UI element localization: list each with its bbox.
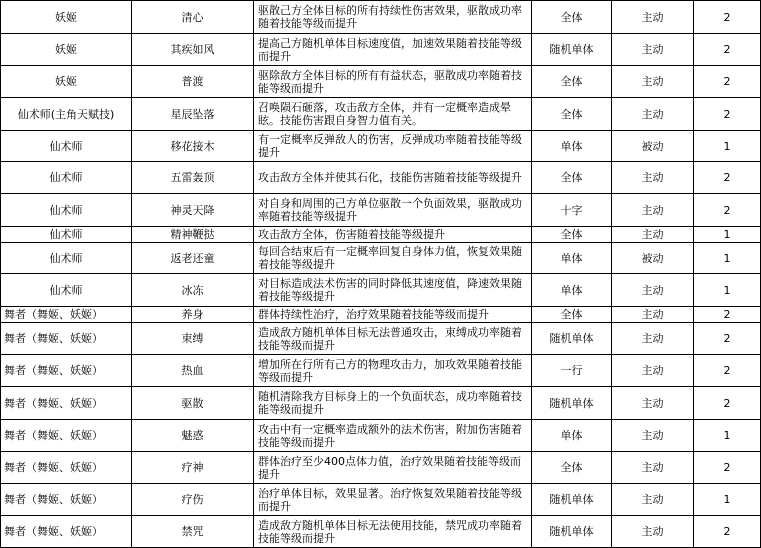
role-cell: 舞者（舞姬、妖姬） bbox=[1, 387, 132, 420]
level-cell: 1 bbox=[694, 420, 761, 452]
role-cell: 仙术师 bbox=[1, 274, 132, 307]
table-row bbox=[1, 1, 761, 34]
type-cell: 主动 bbox=[612, 194, 694, 227]
description-cell: 对自身和周围的己方单位驱散一个负面效果，驱散成功率随着技能等级提升 bbox=[254, 194, 532, 227]
target-cell: 随机单体 bbox=[532, 323, 612, 355]
role-cell: 妖姬 bbox=[1, 34, 132, 66]
target-cell: 全体 bbox=[532, 227, 612, 243]
table-row bbox=[1, 355, 761, 387]
skill-name-cell: 普渡 bbox=[132, 66, 254, 98]
skill-name-cell: 禁咒 bbox=[132, 516, 254, 548]
type-cell: 主动 bbox=[612, 162, 694, 194]
description-cell: 攻击中有一定概率造成额外的法术伤害，附加伤害随着技能等级而提升 bbox=[254, 420, 532, 452]
table-row bbox=[1, 420, 761, 452]
skill-name-cell: 驱散 bbox=[132, 387, 254, 420]
level-cell: 2 bbox=[694, 452, 761, 484]
target-cell: 全体 bbox=[532, 66, 612, 98]
description-cell: 对目标造成法术伤害的同时降低其速度值，降速效果随着技能等级提升 bbox=[254, 274, 532, 307]
level-cell: 1 bbox=[694, 227, 761, 243]
role-cell: 舞者（舞姬、妖姬） bbox=[1, 484, 132, 516]
table-row bbox=[1, 227, 761, 243]
table-row bbox=[1, 516, 761, 548]
table-row bbox=[1, 194, 761, 227]
type-cell: 主动 bbox=[612, 227, 694, 243]
type-cell: 主动 bbox=[612, 387, 694, 420]
level-cell: 2 bbox=[694, 162, 761, 194]
table-row bbox=[1, 274, 761, 307]
table-row bbox=[1, 484, 761, 516]
target-cell: 一行 bbox=[532, 355, 612, 387]
description-cell: 提高己方随机单体目标速度值，加速效果随着技能等级而提升 bbox=[254, 34, 532, 66]
type-cell: 主动 bbox=[612, 516, 694, 548]
description-cell: 造成敌方随机单体目标无法使用技能，禁咒成功率随着技能等级而提升 bbox=[254, 516, 532, 548]
target-cell: 单体 bbox=[532, 420, 612, 452]
skill-name-cell: 清心 bbox=[132, 1, 254, 34]
skill-name-cell: 养身 bbox=[132, 307, 254, 323]
role-cell: 舞者（舞姬、妖姬） bbox=[1, 452, 132, 484]
target-cell: 全体 bbox=[532, 452, 612, 484]
description-cell: 造成敌方随机单体目标无法普通攻击，束缚成功率随着技能等级而提升 bbox=[254, 323, 532, 355]
description-cell: 每回合结束后有一定概率回复自身体力值，恢复效果随着技能等级提升 bbox=[254, 243, 532, 274]
skill-name-cell: 星辰坠落 bbox=[132, 98, 254, 131]
table-row bbox=[1, 98, 761, 131]
type-cell: 被动 bbox=[612, 243, 694, 274]
target-cell: 全体 bbox=[532, 98, 612, 131]
skill-name-cell: 冰冻 bbox=[132, 274, 254, 307]
description-cell: 随机清除我方目标身上的一个负面状态，成功率随着技能等级而提升 bbox=[254, 387, 532, 420]
role-cell: 仙术师 bbox=[1, 194, 132, 227]
type-cell: 主动 bbox=[612, 420, 694, 452]
type-cell: 主动 bbox=[612, 452, 694, 484]
role-cell: 仙术师 bbox=[1, 243, 132, 274]
role-cell: 舞者（舞姬、妖姬） bbox=[1, 420, 132, 452]
description-cell: 治疗单体目标，效果显著。治疗恢复效果随着技能等级而提升 bbox=[254, 484, 532, 516]
level-cell: 2 bbox=[694, 355, 761, 387]
table-row bbox=[1, 323, 761, 355]
table-row bbox=[1, 387, 761, 420]
skill-name-cell: 精神鞭挞 bbox=[132, 227, 254, 243]
description-cell: 群体治疗至少400点体力值，治疗效果随着技能等级而提升 bbox=[254, 452, 532, 484]
skill-name-cell: 其疾如风 bbox=[132, 34, 254, 66]
level-cell: 1 bbox=[694, 131, 761, 162]
description-cell: 有一定概率反弹敌人的伤害，反弹成功率随着技能等级提升 bbox=[254, 131, 532, 162]
target-cell: 单体 bbox=[532, 243, 612, 274]
skill-name-cell: 热血 bbox=[132, 355, 254, 387]
table-row bbox=[1, 452, 761, 484]
table-row bbox=[1, 131, 761, 162]
description-cell: 驱除敌方全体目标的所有有益状态，驱散成功率随着技能等级而提升 bbox=[254, 66, 532, 98]
skill-name-cell: 五雷轰顶 bbox=[132, 162, 254, 194]
skill-name-cell: 移花接木 bbox=[132, 131, 254, 162]
description-cell: 增加所在行所有己方的物理攻击力，加攻效果随着技能等级而提升 bbox=[254, 355, 532, 387]
level-cell: 2 bbox=[694, 323, 761, 355]
description-cell: 群体持续性治疗，治疗效果随着技能等级而提升 bbox=[254, 307, 532, 323]
table-row bbox=[1, 66, 761, 98]
type-cell: 主动 bbox=[612, 274, 694, 307]
skill-table-body bbox=[1, 1, 761, 548]
level-cell: 2 bbox=[694, 66, 761, 98]
target-cell: 单体 bbox=[532, 274, 612, 307]
table-row bbox=[1, 34, 761, 66]
table-row bbox=[1, 307, 761, 323]
type-cell: 主动 bbox=[612, 1, 694, 34]
role-cell: 仙术师(主角天赋技) bbox=[1, 98, 132, 131]
target-cell: 全体 bbox=[532, 307, 612, 323]
description-cell: 召唤陨石砸落，攻击敌方全体，并有一定概率造成晕眩。技能伤害跟自身智力值有关。 bbox=[254, 98, 532, 131]
role-cell: 仙术师 bbox=[1, 131, 132, 162]
level-cell: 2 bbox=[694, 307, 761, 323]
type-cell: 主动 bbox=[612, 98, 694, 131]
description-cell: 攻击敌方全体并使其石化，技能伤害随着技能等级提升 bbox=[254, 162, 532, 194]
type-cell: 主动 bbox=[612, 484, 694, 516]
target-cell: 随机单体 bbox=[532, 34, 612, 66]
description-cell: 攻击敌方全体，伤害随着技能等级提升 bbox=[254, 227, 532, 243]
table-row bbox=[1, 243, 761, 274]
level-cell: 2 bbox=[694, 34, 761, 66]
level-cell: 1 bbox=[694, 484, 761, 516]
skill-name-cell: 疗伤 bbox=[132, 484, 254, 516]
target-cell: 随机单体 bbox=[532, 516, 612, 548]
type-cell: 被动 bbox=[612, 131, 694, 162]
role-cell: 舞者（舞姬、妖姬） bbox=[1, 323, 132, 355]
target-cell: 全体 bbox=[532, 1, 612, 34]
role-cell: 仙术师 bbox=[1, 227, 132, 243]
table-row bbox=[1, 162, 761, 194]
level-cell: 2 bbox=[694, 98, 761, 131]
role-cell: 妖姬 bbox=[1, 1, 132, 34]
level-cell: 2 bbox=[694, 194, 761, 227]
target-cell: 单体 bbox=[532, 131, 612, 162]
target-cell: 十字 bbox=[532, 194, 612, 227]
role-cell: 舞者（舞姬、妖姬） bbox=[1, 307, 132, 323]
type-cell: 主动 bbox=[612, 307, 694, 323]
target-cell: 全体 bbox=[532, 162, 612, 194]
skill-name-cell: 疗神 bbox=[132, 452, 254, 484]
description-cell: 驱散己方全体目标的所有持续性伤害效果，驱散成功率随着技能等级而提升 bbox=[254, 1, 532, 34]
target-cell: 随机单体 bbox=[532, 484, 612, 516]
skill-name-cell: 返老还童 bbox=[132, 243, 254, 274]
skill-name-cell: 束缚 bbox=[132, 323, 254, 355]
level-cell: 1 bbox=[694, 274, 761, 307]
role-cell: 舞者（舞姬、妖姬） bbox=[1, 516, 132, 548]
role-cell: 妖姬 bbox=[1, 66, 132, 98]
level-cell: 2 bbox=[694, 516, 761, 548]
role-cell: 仙术师 bbox=[1, 162, 132, 194]
type-cell: 主动 bbox=[612, 323, 694, 355]
skill-name-cell: 神灵天降 bbox=[132, 194, 254, 227]
type-cell: 主动 bbox=[612, 66, 694, 98]
role-cell: 舞者（舞姬、妖姬） bbox=[1, 355, 132, 387]
target-cell: 随机单体 bbox=[532, 387, 612, 420]
level-cell: 2 bbox=[694, 387, 761, 420]
type-cell: 主动 bbox=[612, 34, 694, 66]
skill-name-cell: 魅惑 bbox=[132, 420, 254, 452]
level-cell: 2 bbox=[694, 1, 761, 34]
type-cell: 主动 bbox=[612, 355, 694, 387]
level-cell: 1 bbox=[694, 243, 761, 274]
